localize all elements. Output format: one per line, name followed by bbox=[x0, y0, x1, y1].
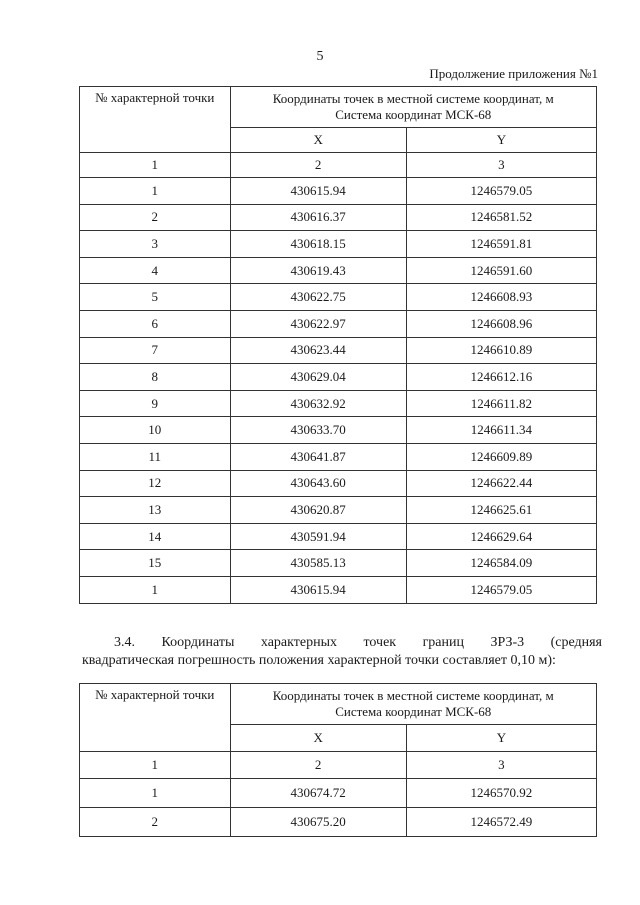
table-row bbox=[80, 470, 597, 497]
y-coordinate-cell: 1246609.89 bbox=[406, 443, 596, 470]
header-y: Y bbox=[406, 725, 596, 752]
point-number-cell: 5 bbox=[80, 284, 231, 311]
x-coordinate-cell: 430641.87 bbox=[230, 443, 406, 470]
table-row bbox=[80, 231, 597, 258]
x-coordinate-cell: 430620.87 bbox=[230, 497, 406, 524]
index-cell: 2 bbox=[230, 153, 406, 178]
index-cell: 2 bbox=[230, 752, 406, 779]
table-body bbox=[80, 178, 597, 604]
point-number-cell: 11 bbox=[80, 443, 231, 470]
header-coordinates bbox=[230, 684, 597, 725]
header-point-number: № характерной точки bbox=[80, 684, 231, 752]
point-number-cell: 10 bbox=[80, 417, 231, 444]
x-coordinate-cell: 430623.44 bbox=[230, 337, 406, 364]
index-cell: 1 bbox=[80, 752, 231, 779]
header-coordinates-line2: Система координат МСК-68 bbox=[335, 704, 492, 719]
point-number-cell: 6 bbox=[80, 310, 231, 337]
table-row bbox=[80, 443, 597, 470]
y-coordinate-cell: 1246612.16 bbox=[406, 364, 596, 391]
point-number-cell: 13 bbox=[80, 497, 231, 524]
header-x: X bbox=[230, 128, 406, 153]
coordinates-table-1 bbox=[79, 86, 597, 604]
table-row bbox=[80, 284, 597, 311]
y-coordinate-cell: 1246625.61 bbox=[406, 497, 596, 524]
table-row bbox=[80, 364, 597, 391]
y-coordinate-cell: 1246608.93 bbox=[406, 284, 596, 311]
x-coordinate-cell: 430591.94 bbox=[230, 523, 406, 550]
y-coordinate-cell: 1246622.44 bbox=[406, 470, 596, 497]
index-cell: 3 bbox=[406, 752, 596, 779]
header-y: Y bbox=[406, 128, 596, 153]
point-number-cell: 7 bbox=[80, 337, 231, 364]
header-coordinates-line1: Координаты точек в местной системе координат, м bbox=[272, 688, 554, 703]
y-coordinate-cell: 1246608.96 bbox=[406, 310, 596, 337]
table-row bbox=[80, 417, 597, 444]
table-row bbox=[80, 497, 597, 524]
point-number-cell: 3 bbox=[80, 231, 231, 258]
point-number-cell: 1 bbox=[80, 779, 231, 808]
continuation-label: Продолжение приложения №1 bbox=[429, 66, 598, 81]
y-coordinate-cell: 1246591.60 bbox=[406, 257, 596, 284]
x-coordinate-cell: 430616.37 bbox=[230, 204, 406, 231]
y-coordinate-cell: 1246584.09 bbox=[406, 550, 596, 577]
x-coordinate-cell: 430675.20 bbox=[230, 808, 406, 837]
index-cell: 1 bbox=[80, 153, 231, 178]
table-row bbox=[80, 779, 597, 808]
header-coordinates bbox=[230, 87, 597, 128]
y-coordinate-cell: 1246610.89 bbox=[406, 337, 596, 364]
y-coordinate-cell: 1246579.05 bbox=[406, 178, 596, 205]
point-number-cell: 8 bbox=[80, 364, 231, 391]
x-coordinate-cell: 430622.97 bbox=[230, 310, 406, 337]
x-coordinate-cell: 430615.94 bbox=[230, 576, 406, 603]
point-number-cell: 15 bbox=[80, 550, 231, 577]
header-point-number: № характерной точки bbox=[80, 87, 231, 153]
table-row bbox=[80, 808, 597, 837]
y-coordinate-cell: 1246611.82 bbox=[406, 390, 596, 417]
x-coordinate-cell: 430618.15 bbox=[230, 231, 406, 258]
point-number-cell: 12 bbox=[80, 470, 231, 497]
point-number-cell: 1 bbox=[80, 576, 231, 603]
x-coordinate-cell: 430643.60 bbox=[230, 470, 406, 497]
y-coordinate-cell: 1246591.81 bbox=[406, 231, 596, 258]
point-number-cell: 9 bbox=[80, 390, 231, 417]
header-coordinates-line2: Система координат МСК-68 bbox=[335, 107, 492, 122]
point-number-cell: 2 bbox=[80, 204, 231, 231]
table-row bbox=[80, 390, 597, 417]
x-coordinate-cell: 430622.75 bbox=[230, 284, 406, 311]
y-coordinate-cell: 1246572.49 bbox=[406, 808, 596, 837]
index-cell: 3 bbox=[406, 153, 596, 178]
table-row bbox=[80, 550, 597, 577]
x-coordinate-cell: 430632.92 bbox=[230, 390, 406, 417]
header-coordinates-line1: Координаты точек в местной системе координат, м bbox=[272, 91, 554, 106]
y-coordinate-cell: 1246570.92 bbox=[406, 779, 596, 808]
x-coordinate-cell: 430585.13 bbox=[230, 550, 406, 577]
section-line1: 3.4. Координаты характерных точек границ ЗРЗ-3 (средняя bbox=[114, 635, 602, 650]
section-paragraph bbox=[82, 634, 602, 668]
point-number-cell: 4 bbox=[80, 257, 231, 284]
page-number: 5 bbox=[316, 49, 324, 64]
y-coordinate-cell: 1246611.34 bbox=[406, 417, 596, 444]
section-line2: квадратическая погрешность положения характерной точки составляет 0,10 м): bbox=[82, 653, 556, 668]
table-row bbox=[80, 576, 597, 603]
table-row bbox=[80, 178, 597, 205]
table-body bbox=[80, 779, 597, 837]
x-coordinate-cell: 430629.04 bbox=[230, 364, 406, 391]
point-number-cell: 1 bbox=[80, 178, 231, 205]
y-coordinate-cell: 1246581.52 bbox=[406, 204, 596, 231]
x-coordinate-cell: 430674.72 bbox=[230, 779, 406, 808]
point-number-cell: 14 bbox=[80, 523, 231, 550]
table-row bbox=[80, 337, 597, 364]
table-row bbox=[80, 310, 597, 337]
header-x: X bbox=[230, 725, 406, 752]
y-coordinate-cell: 1246629.64 bbox=[406, 523, 596, 550]
y-coordinate-cell: 1246579.05 bbox=[406, 576, 596, 603]
x-coordinate-cell: 430619.43 bbox=[230, 257, 406, 284]
table-row bbox=[80, 257, 597, 284]
table-row bbox=[80, 204, 597, 231]
x-coordinate-cell: 430615.94 bbox=[230, 178, 406, 205]
coordinates-table-2 bbox=[79, 683, 597, 837]
x-coordinate-cell: 430633.70 bbox=[230, 417, 406, 444]
point-number-cell: 2 bbox=[80, 808, 231, 837]
table-row bbox=[80, 523, 597, 550]
